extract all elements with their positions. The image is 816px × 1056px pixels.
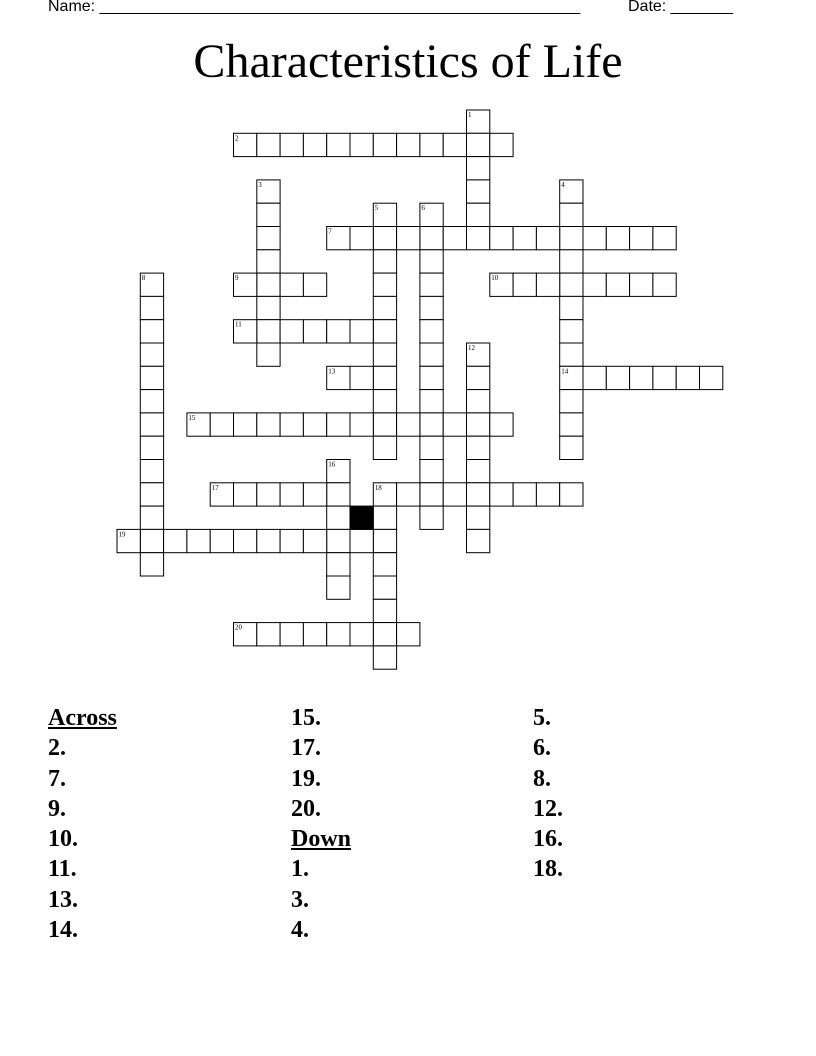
clue-number-label: 20 [235, 623, 242, 632]
grid-cell[interactable] [467, 460, 490, 483]
grid-cell[interactable] [373, 436, 396, 459]
clue-number: 12. [533, 795, 563, 822]
grid-cell[interactable] [373, 343, 396, 366]
clue-number-label: 10 [491, 274, 499, 283]
grid-cell[interactable] [536, 273, 559, 296]
grid-cell[interactable] [257, 343, 280, 366]
grid-cell[interactable] [560, 273, 583, 296]
grid-cell[interactable] [560, 250, 583, 273]
clue-column-2 [291, 703, 351, 945]
clue-column-1 [48, 703, 117, 945]
grid-cell[interactable] [630, 227, 653, 250]
grid-cell[interactable] [420, 227, 443, 250]
grid-cell[interactable] [443, 483, 466, 506]
grid-cell[interactable] [467, 506, 490, 529]
grid-cell[interactable] [467, 366, 490, 389]
grid-cell[interactable] [653, 227, 676, 250]
grid-cell[interactable] [513, 273, 536, 296]
grid-cell[interactable] [560, 390, 583, 413]
clue-number: 1. [291, 856, 309, 883]
clue-number-label: 15 [188, 413, 196, 422]
clue-number-label: 14 [561, 367, 569, 376]
grid-cell[interactable] [327, 529, 350, 552]
grid-cell[interactable] [303, 320, 326, 343]
clue-number: 19. [291, 765, 321, 792]
grid-cell[interactable] [397, 413, 420, 436]
grid-cell[interactable] [373, 623, 396, 646]
grid-cell[interactable] [257, 296, 280, 319]
grid-cell[interactable] [397, 227, 420, 250]
grid-cell[interactable] [280, 483, 303, 506]
grid-cell[interactable] [350, 413, 373, 436]
grid-cell[interactable] [303, 273, 326, 296]
grid-cell[interactable] [257, 413, 280, 436]
clue-number: 9. [48, 795, 66, 822]
clue-number-label: 18 [374, 483, 382, 492]
grid-cell[interactable] [350, 227, 373, 250]
clue-number: 18. [533, 856, 563, 883]
grid-cell[interactable] [467, 390, 490, 413]
grid-cell[interactable] [467, 436, 490, 459]
grid-cell[interactable] [187, 529, 210, 552]
grid-cell[interactable] [280, 413, 303, 436]
grid-cell[interactable] [560, 343, 583, 366]
clue-number: 3. [291, 886, 309, 913]
grid-cell[interactable] [443, 227, 466, 250]
grid-cell[interactable] [373, 227, 396, 250]
grid-cell[interactable] [443, 413, 466, 436]
grid-cell[interactable] [420, 296, 443, 319]
grid-cell[interactable] [303, 413, 326, 436]
grid-cell[interactable] [327, 320, 350, 343]
grid-cell[interactable] [560, 436, 583, 459]
grid-cell[interactable] [257, 133, 280, 156]
grid-cell[interactable] [257, 250, 280, 273]
grid-cell[interactable] [583, 273, 606, 296]
grid-cell[interactable] [280, 529, 303, 552]
grid-cell[interactable] [700, 366, 723, 389]
grid-cell[interactable] [373, 413, 396, 436]
grid-cell[interactable] [303, 133, 326, 156]
grid-cell[interactable] [210, 529, 233, 552]
grid-cell[interactable] [140, 366, 163, 389]
clue-number: 13. [48, 886, 78, 913]
clue-number: 15. [291, 705, 321, 731]
clue-number-label: 12 [468, 344, 475, 352]
grid-cell[interactable] [630, 366, 653, 389]
grid-cell[interactable] [280, 133, 303, 156]
grid-cell[interactable] [164, 529, 187, 552]
grid-cell[interactable] [606, 227, 629, 250]
grid-cell[interactable] [420, 273, 443, 296]
grid-cell[interactable] [373, 250, 396, 273]
grid-cell[interactable] [467, 180, 490, 203]
down-heading: Down [291, 826, 352, 853]
grid-cell[interactable] [560, 483, 583, 506]
grid-cell[interactable] [420, 506, 443, 529]
grid-cell[interactable] [257, 320, 280, 343]
grid-cell[interactable] [373, 320, 396, 343]
clue-number: 16. [533, 826, 563, 853]
grid-cell[interactable] [257, 529, 280, 552]
grid-cell[interactable] [443, 133, 466, 156]
grid-cell[interactable] [420, 320, 443, 343]
clue-number-label: 9 [235, 274, 239, 283]
grid-cell[interactable] [373, 646, 396, 669]
grid-cell[interactable] [467, 483, 490, 506]
grid-cell[interactable] [560, 203, 583, 226]
grid-cell[interactable] [397, 483, 420, 506]
clue-number: 8. [533, 765, 551, 792]
clue-number-label: 5 [374, 204, 379, 213]
clue-number-label: 16 [328, 460, 336, 469]
grid-cell[interactable] [257, 273, 280, 296]
grid-cell[interactable] [350, 623, 373, 646]
clue-number-label: 4 [561, 180, 565, 189]
clue-number: 17. [291, 735, 321, 762]
grid-cell[interactable] [140, 343, 163, 366]
grid-cell[interactable] [397, 623, 420, 646]
grid-cell[interactable] [560, 320, 583, 343]
grid-cell[interactable] [467, 157, 490, 180]
grid-cell[interactable] [420, 366, 443, 389]
clue-number-label: 7 [328, 227, 332, 236]
grid-cell[interactable] [140, 320, 163, 343]
grid-cell[interactable] [490, 483, 513, 506]
page-title: Characteristics of Life [193, 35, 623, 88]
grid-cell[interactable] [373, 390, 396, 413]
grid-cell[interactable] [467, 529, 490, 552]
grid-cell[interactable] [560, 413, 583, 436]
clue-number-label: 1 [468, 111, 472, 119]
grid-cell[interactable] [350, 320, 373, 343]
grid-cell[interactable] [373, 576, 396, 599]
grid-cell[interactable] [606, 273, 629, 296]
grid-cell[interactable] [420, 460, 443, 483]
grid-cell[interactable] [303, 623, 326, 646]
grid-cell[interactable] [467, 203, 490, 226]
grid-cell[interactable] [257, 203, 280, 226]
grid-cell[interactable] [420, 436, 443, 459]
grid-cell[interactable] [140, 390, 163, 413]
grid-cell[interactable] [257, 483, 280, 506]
grid-cell[interactable] [140, 436, 163, 459]
grid-cell[interactable] [373, 273, 396, 296]
grid-cell[interactable] [420, 133, 443, 156]
grid-cell[interactable] [653, 366, 676, 389]
grid-cell[interactable] [467, 227, 490, 250]
grid-cell[interactable] [513, 227, 536, 250]
grid-cell[interactable] [140, 553, 163, 576]
grid-cell[interactable] [210, 413, 233, 436]
clue-column-3 [533, 703, 563, 885]
clue-number: 6. [533, 735, 551, 762]
across-heading: Across [48, 705, 117, 731]
clue-number-label: 6 [421, 204, 425, 213]
blocked-cell [350, 506, 373, 529]
grid-cell[interactable] [653, 273, 676, 296]
clue-number-label: 19 [118, 530, 126, 539]
grid-cell[interactable] [397, 133, 420, 156]
grid-cell[interactable] [280, 320, 303, 343]
grid-cell[interactable] [350, 366, 373, 389]
grid-cell[interactable] [140, 413, 163, 436]
grid-cell[interactable] [140, 483, 163, 506]
clue-number: 14. [48, 917, 78, 944]
clue-number: 4. [291, 917, 309, 944]
grid-cell[interactable] [234, 483, 257, 506]
grid-cell[interactable] [420, 413, 443, 436]
grid-cell[interactable] [327, 133, 350, 156]
grid-cell[interactable] [420, 343, 443, 366]
grid-cell[interactable] [373, 599, 396, 622]
clue-number: 20. [291, 795, 321, 822]
grid-cell[interactable] [257, 623, 280, 646]
clue-number-label: 8 [141, 274, 146, 283]
grid-cell[interactable] [536, 227, 559, 250]
grid-cell[interactable] [373, 133, 396, 156]
grid-cell[interactable] [513, 483, 536, 506]
clue-number: 5. [533, 705, 551, 731]
grid-cell[interactable] [303, 483, 326, 506]
grid-cell[interactable] [583, 227, 606, 250]
clue-number: 10. [48, 826, 78, 853]
grid-cell[interactable] [373, 553, 396, 576]
date-field[interactable]: Date: _______ [628, 0, 733, 15]
grid-cell[interactable] [327, 506, 350, 529]
grid-cell[interactable] [373, 296, 396, 319]
grid-cell[interactable] [303, 529, 326, 552]
grid-cell[interactable] [676, 366, 699, 389]
grid-cell[interactable] [490, 413, 513, 436]
clue-number: 11. [48, 856, 77, 883]
grid-cell[interactable] [606, 366, 629, 389]
grid-cell[interactable] [420, 250, 443, 273]
grid-cell[interactable] [140, 506, 163, 529]
grid-cell[interactable] [560, 296, 583, 319]
grid-cell[interactable] [327, 576, 350, 599]
grid-cell[interactable] [420, 483, 443, 506]
grid-cell[interactable] [373, 529, 396, 552]
grid-cell[interactable] [327, 553, 350, 576]
grid-cell[interactable] [234, 413, 257, 436]
clue-number-label: 2 [235, 134, 239, 143]
grid-cell[interactable] [257, 227, 280, 250]
grid-cell[interactable] [140, 296, 163, 319]
grid-cell[interactable] [373, 366, 396, 389]
clue-number-label: 17 [211, 483, 219, 492]
grid-cell[interactable] [140, 529, 163, 552]
grid-cell[interactable] [630, 273, 653, 296]
grid-cell[interactable] [560, 227, 583, 250]
clue-number: 7. [48, 765, 66, 792]
clue-number-label: 3 [258, 180, 262, 189]
grid-cell[interactable] [140, 460, 163, 483]
clue-number-label: 11 [235, 320, 242, 329]
clue-number: 2. [48, 735, 66, 762]
grid-cell[interactable] [373, 506, 396, 529]
grid-cell[interactable] [327, 483, 350, 506]
name-field[interactable]: Name: ______________________________________________________ [48, 0, 581, 15]
grid-cell[interactable] [350, 133, 373, 156]
grid-cell[interactable] [467, 133, 490, 156]
grid-cell[interactable] [234, 529, 257, 552]
grid-cell[interactable] [583, 366, 606, 389]
grid-cell[interactable] [467, 413, 490, 436]
grid-cell[interactable] [536, 483, 559, 506]
clue-number-label: 13 [328, 367, 336, 376]
grid-cell[interactable] [490, 227, 513, 250]
grid-cell[interactable] [420, 390, 443, 413]
grid-cell[interactable] [280, 623, 303, 646]
grid-cell[interactable] [327, 413, 350, 436]
grid-cell[interactable] [280, 273, 303, 296]
grid-cell[interactable] [350, 529, 373, 552]
grid-cell[interactable] [490, 133, 513, 156]
grid-cell[interactable] [327, 623, 350, 646]
